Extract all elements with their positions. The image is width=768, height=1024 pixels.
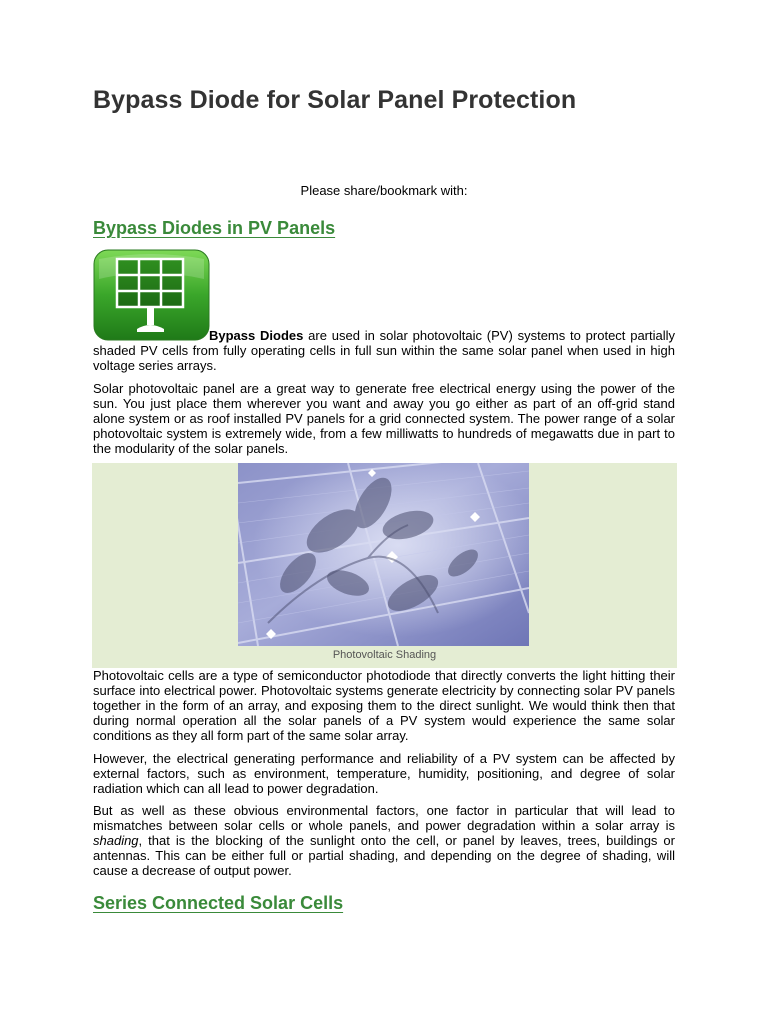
section-heading-series-cells[interactable]: Series Connected Solar Cells <box>93 893 344 913</box>
paragraph-external-factors: However, the electrical generating performance and reliability of a PV system can be affected by external factors, such as environment, temperature, humidity, positioning, and degree of solar radiation which can all lead to power degradation. <box>93 751 675 796</box>
shading-italic: shading <box>93 833 139 848</box>
paragraph-shading: But as well as these obvious environmental factors, one factor in particular that will lead to mismatches between solar cells or whole panels, and power degradation within a solar array is shading, that is the blocking of the sunlight onto the cell, or panel by leaves, trees, buildings or antennas. This can be either full or partial shading, and depending on the degree of shading, will cause a decrease of output power. <box>93 803 675 878</box>
intro-paragraph: Bypass Diodes are used in solar photovoltaic (PV) systems to protect partially shaded PV cells from fully operating cells in full sun within the same solar panel when used in high voltage series arrays. <box>93 328 676 373</box>
share-bookmark-text[interactable]: Please share/bookmark with: <box>300 183 468 198</box>
page-title: Bypass Diode for Solar Panel Protection <box>93 86 577 114</box>
figure-caption: Photovoltaic Shading <box>332 649 437 661</box>
solar-panel-leaf-shadow-image <box>238 463 529 646</box>
paragraph-solar-panels: Solar photovoltaic panel are a great way to generate free electrical energy using the power of the sun. You just place them wherever you want and away you go either as part of an off-grid stand alone system or as roof installed PV panels for a grid connected system. The power range of a solar photovoltaic system is extremely wide, from a few milliwatts to hundreds of megawatts due in part to the modularity of the solar panels. <box>93 381 675 456</box>
figure-photovoltaic-shading <box>92 463 677 668</box>
section-heading-bypass-diodes[interactable]: Bypass Diodes in PV Panels <box>93 218 336 238</box>
paragraph-photovoltaic-cells: Photovoltaic cells are a type of semiconductor photodiode that directly converts the light hitting their surface into electrical power. Photovoltaic systems generate electricity by connecting solar PV panels together in the form of an array, and exposing them to the direct sunlight. We would think then that during normal operation all the solar panels of a PV system would experience the same solar conditions as they all form part of the same solar array. <box>93 668 675 743</box>
bypass-diodes-bold: Bypass Diodes <box>209 328 304 343</box>
